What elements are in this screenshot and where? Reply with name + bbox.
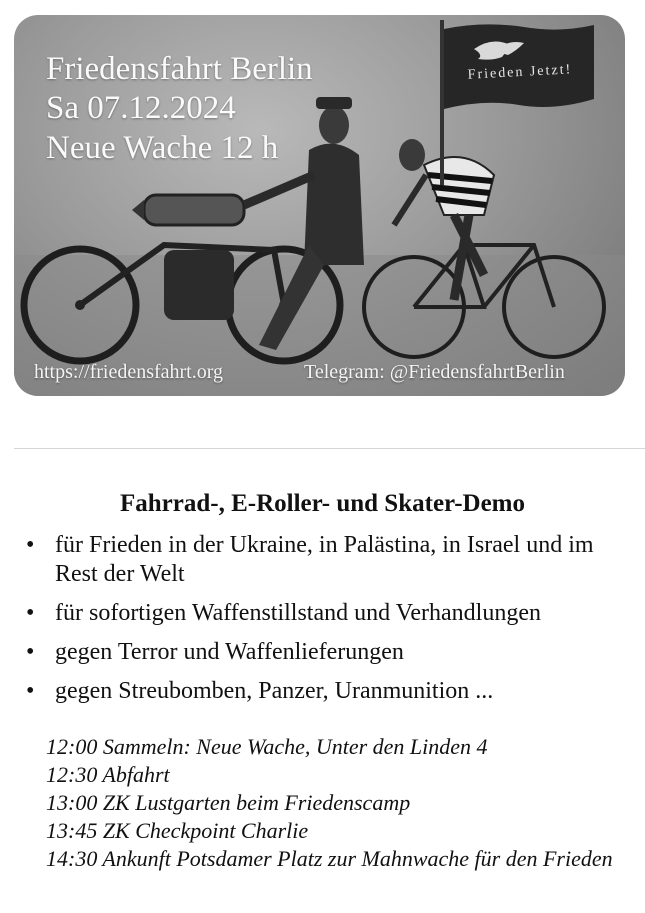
bullet-icon: • xyxy=(26,678,35,704)
bullet-icon: • xyxy=(26,532,35,558)
event-banner xyxy=(14,15,625,396)
list-item: • für sofortigen Waffenstillstand und Verhandlungen xyxy=(26,600,541,626)
list-item: • gegen Terror und Waffenlieferungen xyxy=(26,639,404,665)
fuel-tank xyxy=(144,195,244,225)
route-schedule xyxy=(46,733,636,873)
schedule-item: 12:30 Abfahrt xyxy=(46,762,170,787)
schedule-item: 13:45 ZK Checkpoint Charlie xyxy=(46,818,309,843)
website-link[interactable]: https://friedensfahrt.org xyxy=(34,361,224,383)
schedule-item: 14:30 Ankunft Potsdamer Platz zur Mahnwache für den Frieden xyxy=(46,846,613,871)
bullet-icon: • xyxy=(26,600,35,626)
telegram-handle[interactable]: Telegram: @FriedensfahrtBerlin xyxy=(304,361,565,383)
banner-location-time: Neue Wache 12 h xyxy=(46,130,279,166)
divider xyxy=(14,448,645,449)
list-item: • gegen Streubomben, Panzer, Uranmunition ... xyxy=(26,678,494,704)
bullet-icon: • xyxy=(26,639,35,665)
demo-heading: Fahrrad-, E-Roller- und Skater-Demo xyxy=(119,490,526,517)
engine xyxy=(164,250,234,320)
banner-title: Friedensfahrt Berlin xyxy=(46,51,313,87)
list-item: • für Frieden in der Ukraine, in Palästina, in Israel und im Rest der Welt xyxy=(26,532,594,587)
schedule-item: 13:00 ZK Lustgarten beim Friedenscamp xyxy=(46,790,411,815)
flag-slogan: Frieden Jetzt! xyxy=(467,62,573,83)
banner-date: Sa 07.12.2024 xyxy=(46,90,236,126)
demands-list xyxy=(22,531,622,716)
schedule-item: 12:00 Sammeln: Neue Wache, Unter den Linden 4 xyxy=(46,734,488,759)
